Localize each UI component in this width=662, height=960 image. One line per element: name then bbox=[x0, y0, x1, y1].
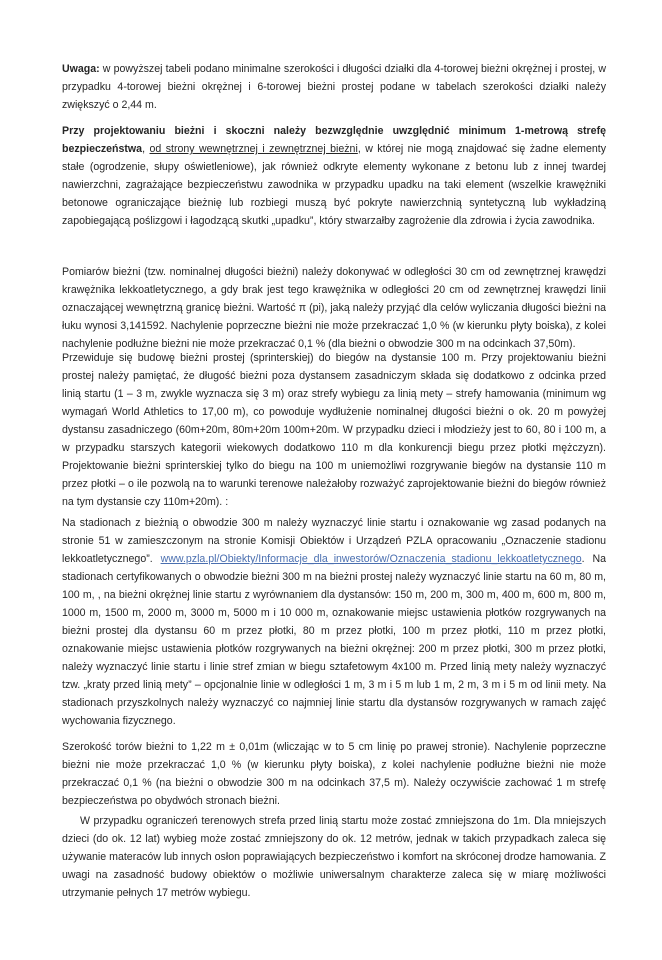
start-lines-paragraph bbox=[62, 514, 606, 730]
pzla-link[interactable]: www.pzla.pl/Obiekty/Informacje_dla_inwestorów/Oznaczenia_stadionu_lekkoatletycznego bbox=[160, 553, 582, 565]
lane-width-paragraph: Szerokość torów bieżni to 1,22 m ± 0,01m (wliczając w to 5 cm linię po prawej stronie). Nachylenie poprzeczne bieżni nie może przekraczać 1,0 % (w kierunku płyty boiska), z kolei nachylenie podłużne bieżni nie może przekraczać 0,1 % (na bieżni o obwodzie 300 m na odcinkach 37,5 m). Należy oczywiście zachować 1 m strefę bezpieczeństwa po obydwóch stronach bieżni. bbox=[62, 741, 606, 807]
start-lines-text-b: . Na stadionach certyfikowanych o obwodzie bieżni 300 m na bieżni prostej należy wyznaczyć linie startu na 60 m, 80 m, 100 m, , na bieżni okrężnej linie startu z wyrównaniem dla dystansów: 150 m, 200 m, 300 m, 400 m, 600 m, 800 m, 1000 m, 1500 m, 2000 m, 3000 m, 5000 m i 10 000 m, oznakowanie miejsc ustawienia płotków rozgrywanych na bieżni prostej dla dystansu 60 m przez płotki, 80 m przez płotki, 100 m przez płotki, 110 m przez płotki, oznakowanie miejsc ustawienia płotków rozgrywanych na bieżni okrężnej: 200 m przez płotki, 300 m przez płotki, należy wyznaczyć linie startu i linie stref zmian w biegu sztafetowym 4x100 m. Przed linią mety należy wyznaczyć tzw. „kraty przed linią mety” – opcjonalnie linie w odległości 1 m, 3 m i 5 m lub 1 m, 2 m, 3 m i 5 m od linii mety. Na stadionach przyszkolnych należy wyznaczyć co najmniej linie startu dla dystansów rozgrywanych w ramach zajęć wychowania fizycznego. bbox=[62, 553, 606, 727]
note-paragraph bbox=[62, 60, 606, 114]
track-measurement-paragraph: Pomiarów bieżni (tzw. nominalnej długości bieżni) należy dokonywać w odległości 30 cm od zewnętrznej krawędzi krawężnika lekkoatletycznego, a gdy brak jest tego krawężnika w odległości 20 cm od zewnętrznej krawędzi linii oznaczającej wewnętrzną granicę bieżni. Wartość π (pi), jaką należy przyjąć dla celów wyliczania długości bieżni na łuku wynosi 3,141592. Nachylenie poprzeczne bieżni nie może przekraczać 1,0 % (w kierunku płyty boiska), z kolei nachylenie podłużne bieżni nie może przekraczać 0,1 % (dla bieżni o obwodzie 300 m na odcinkach 37,50m). bbox=[62, 266, 606, 350]
safety-zone-bold-text: Przy projektowaniu bieżni i skoczni należy bezwzględnie uwzględnić minimum 1-metrową strefę bezpieczeństwa bbox=[62, 125, 606, 155]
terrain-limits-paragraph: W przypadku ograniczeń terenowych strefa przed linią startu może zostać zmniejszona do 1m. Dla mniejszych dzieci (do ok. 12 lat) wybieg może zostać zmniejszony do ok. 12 metrów, jednak w takich przypadkach zaleca się używanie materaców lub innych osłon poprawiających bezpieczeństwo i komfort na skróconej drodze hamowania. Z uwagi na zasadność budowy obiektów o możliwie uniwersalnym charakterze zaleca się w miarę możliwości utrzymanie pełnych 17 metrów wybiegu. bbox=[62, 815, 606, 899]
note-label: Uwaga: bbox=[62, 63, 100, 75]
start-lines-text-a: Na stadionach z bieżnią o obwodzie 300 m należy wyznaczyć linie startu i oznakowanie wg zasad podanych na stronie 51 w zamieszczonym na stronie Komisji Obiektów i Urządzeń PZLA opracowaniu „Oznaczenie stadionu lekkoatletycznego”. bbox=[62, 517, 606, 565]
separator-text: , bbox=[142, 143, 150, 155]
safety-zone-underlined-text: od strony wewnętrznej i zewnętrznej bieżni bbox=[149, 143, 358, 155]
safety-zone-text: , w której nie mogą znajdować się żadne elementy stałe (ogrodzenie, słupy oświetleniowe), jak również odkryte elementy wykonane z betonu lub z innej twardej nawierzchni, zagrażające bezpieczeństwu zawodnika w przypadku upadku na taki element (wszelkie krawężniki betonowe ograniczające bieżnię lub rozbiegi muszą być pokryte nawierzchnią syntetyczną lub wykładziną zapobiegającą poślizgowi i łagodzącą skutki „upadku”, który stwarzałby zagrożenie dla zdrowia i życia zawodnika. bbox=[62, 143, 606, 227]
sprint-track-paragraph: Przewiduje się budowę bieżni prostej (sprinterskiej) do biegów na dystansie 100 m. Przy projektowaniu bieżni prostej należy pamiętać, że długość bieżni poza dystansem zasadniczym składa się dodatkowo z odcinka przed linią startu (1 – 3 m, zwykle wyznacza się 3 m) oraz strefy wybiegu za linią mety – strefy hamowania (minimum wg wymagań World Athletics to 17,00 m), co powoduje wydłużenie nominalnej długości bieżni o ok. 20 m powyżej dystansu zasadniczego (60m+20m, 80m+20m 100m+20m. W przypadku dzieci i młodzieży jest to 60, 80 i 100 m, a w przypadku starszych kategorii wiekowych dodatkowo 110 m dla konkurencji biegu przez płotki mężczyzn). Projektowanie bieżni sprinterskiej tylko do biegu na 100 m uniemożliwi rozgrywanie biegów na dystansie 110 m przez płotki – o ile pozwolą na to warunki terenowe należałoby rozważyć zaprojektowanie bieżni do biegów również na tym dystansie czy 110m+20m). : bbox=[62, 352, 606, 508]
safety-zone-paragraph bbox=[62, 122, 606, 230]
note-text: w powyższej tabeli podano minimalne szerokości i długości działki dla 4-torowej bieżni okrężnej i prostej, w przypadku 4-torowej bieżni okrężnej i 6-torowej bieżni prostej podane w tabelach szerokości działki należy zwiększyć o 2,44 m. bbox=[62, 63, 606, 111]
